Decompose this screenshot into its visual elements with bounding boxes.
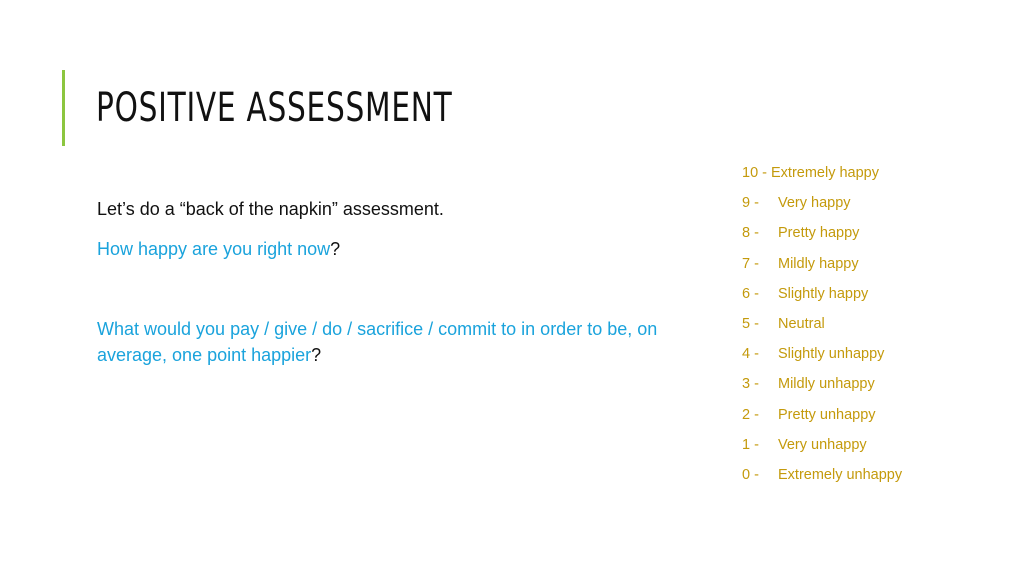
slide-title: POSITIVE ASSESSMENT: [96, 85, 453, 131]
scale-label: Slightly happy: [778, 285, 869, 302]
scale-item: [742, 460, 902, 490]
title-accent-bar: [62, 70, 65, 146]
scale-number: 10 -: [742, 165, 767, 181]
scale-label: Extremely happy: [771, 165, 879, 181]
scale-item: [742, 158, 902, 188]
scale-item: [742, 369, 902, 399]
intro-text: Let’s do a “back of the napkin” assessment.: [97, 199, 444, 219]
scale-label: Mildly happy: [778, 255, 859, 272]
scale-number: 2 -: [742, 406, 759, 423]
happiness-scale-list: [742, 158, 902, 490]
scale-number: 7 -: [742, 255, 759, 272]
scale-label: Mildly unhappy: [778, 376, 875, 393]
scale-number: 8 -: [742, 225, 759, 242]
question-current-happiness: [97, 236, 667, 262]
scale-item: [742, 400, 902, 430]
scale-number: 5 -: [742, 316, 759, 333]
question-1-mark: ?: [330, 239, 341, 259]
scale-number: 0 -: [742, 467, 759, 484]
scale-item: [742, 430, 902, 460]
scale-number: 4 -: [742, 346, 759, 363]
scale-number: 3 -: [742, 376, 759, 393]
scale-label: Pretty unhappy: [778, 406, 876, 423]
question-2-mark: ?: [311, 345, 322, 365]
body-content: [97, 196, 667, 368]
scale-item: [742, 309, 902, 339]
scale-item: [742, 339, 902, 369]
scale-label: Slightly unhappy: [778, 346, 885, 363]
question-2-text: What would you pay / give / do / sacrifice / commit to in order to be, on average, one point happier: [97, 319, 658, 365]
question-1-text: How happy are you right now: [97, 239, 331, 259]
scale-item: [742, 279, 902, 309]
scale-label: Pretty happy: [778, 225, 860, 242]
scale-number: 6 -: [742, 285, 759, 302]
scale-label: Very happy: [778, 195, 851, 212]
scale-label: Very unhappy: [778, 436, 867, 453]
scale-number: 1 -: [742, 436, 759, 453]
scale-item: [742, 218, 902, 248]
scale-item: [742, 188, 902, 218]
question-one-point-happier: [97, 316, 667, 368]
scale-label: Neutral: [778, 316, 825, 333]
scale-label: Extremely unhappy: [778, 467, 903, 484]
scale-number: 9 -: [742, 195, 759, 212]
scale-item: [742, 249, 902, 279]
